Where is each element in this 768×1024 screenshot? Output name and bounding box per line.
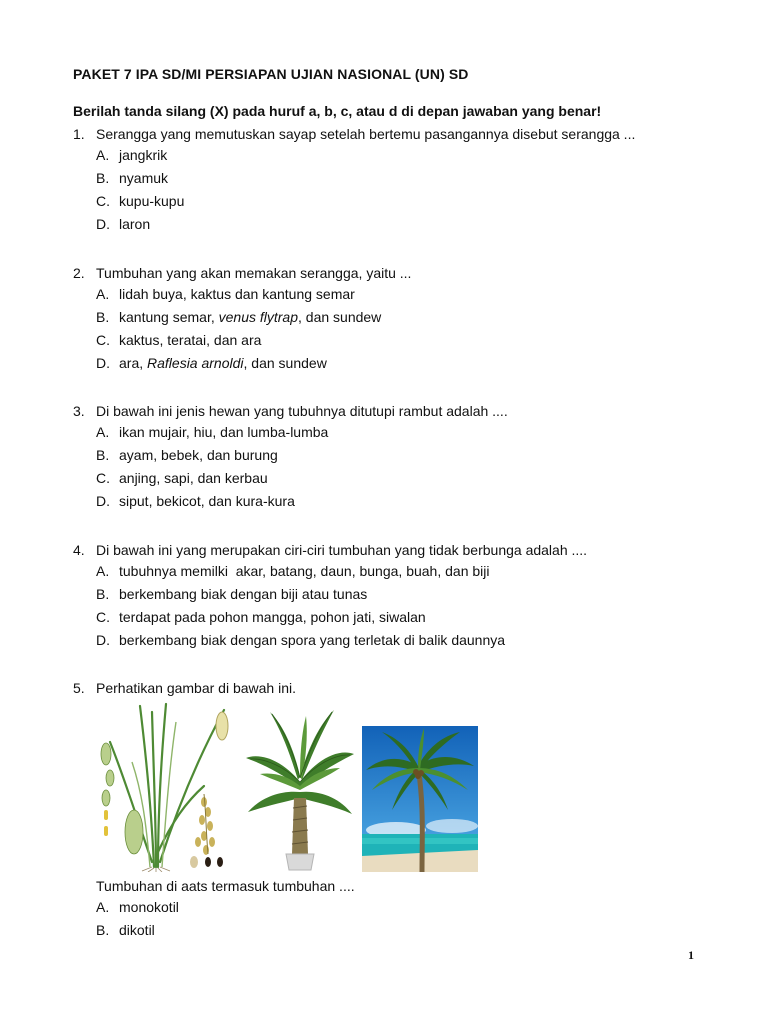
- option-text-post: , dan sundew: [243, 355, 327, 371]
- question-3: [73, 401, 733, 513]
- option-text: nyamuk: [119, 170, 169, 186]
- option-text: [119, 352, 327, 375]
- question-5-followup: [73, 876, 733, 942]
- option-letter: D.: [96, 632, 110, 648]
- page-title: PAKET 7 IPA SD/MI PERSIAPAN UJIAN NASIONAL (UN) SD: [73, 66, 469, 82]
- option-text-post: , dan sundew: [298, 309, 382, 325]
- option-c[interactable]: [73, 190, 733, 213]
- question-1: [73, 124, 733, 236]
- question-number: 1.: [73, 126, 85, 142]
- question-5: [73, 678, 733, 698]
- option-letter: C.: [96, 193, 110, 209]
- coconut-palm-photo-icon: [362, 726, 478, 872]
- option-text: kupu-kupu: [119, 193, 185, 209]
- option-text: siput, bekicot, dan kura-kura: [119, 493, 295, 509]
- question-number: 2.: [73, 265, 85, 281]
- option-text: berkembang biak dengan biji atau tunas: [119, 586, 368, 602]
- option-letter: B.: [96, 922, 110, 938]
- option-d[interactable]: [73, 629, 733, 652]
- question-5-figures: [96, 702, 496, 872]
- question-text: Tumbuhan yang akan memakan serangga, yaitu ...: [96, 265, 412, 281]
- question-number: 5.: [73, 680, 85, 696]
- question-text: Perhatikan gambar di bawah ini.: [96, 680, 297, 696]
- option-text-pre: ara,: [119, 355, 148, 371]
- option-letter: D.: [96, 493, 110, 509]
- option-c[interactable]: [73, 467, 733, 490]
- question-number: 4.: [73, 542, 85, 558]
- option-letter: B.: [96, 586, 110, 602]
- option-d[interactable]: [73, 490, 733, 513]
- option-text: tubuhnya memilki akar, batang, daun, bunga, buah, dan biji: [119, 563, 490, 579]
- option-a[interactable]: [73, 560, 733, 583]
- question-2: [73, 263, 733, 375]
- option-a[interactable]: [73, 283, 733, 306]
- option-letter: D.: [96, 355, 110, 371]
- instruction-text: Berilah tanda silang (X) pada huruf a, b, c, atau d di depan jawaban yang benar!: [73, 103, 602, 119]
- rice-plant-illustration-icon: [96, 702, 234, 872]
- option-letter: C.: [96, 332, 110, 348]
- option-c[interactable]: [73, 329, 733, 352]
- banana-plant-photo-icon: [244, 702, 356, 872]
- option-d[interactable]: [73, 213, 733, 236]
- option-text: terdapat pada pohon mangga, pohon jati, siwalan: [119, 609, 426, 625]
- option-letter: A.: [96, 147, 110, 163]
- question-4: [73, 540, 733, 652]
- option-b[interactable]: [73, 306, 733, 329]
- option-letter: D.: [96, 216, 110, 232]
- option-letter: C.: [96, 609, 110, 625]
- option-text: [119, 306, 381, 329]
- option-b[interactable]: [73, 444, 733, 467]
- question-text: Di bawah ini yang merupakan ciri-ciri tumbuhan yang tidak berbunga adalah ....: [96, 542, 588, 558]
- option-text-italic: venus flytrap: [218, 309, 298, 325]
- option-a[interactable]: [73, 144, 733, 167]
- option-text-italic: Raflesia arnoldi: [147, 355, 244, 371]
- option-a[interactable]: [73, 896, 733, 919]
- option-letter: A.: [96, 424, 110, 440]
- option-text: lidah buya, kaktus dan kantung semar: [119, 286, 355, 302]
- option-text: ayam, bebek, dan burung: [119, 447, 278, 463]
- option-b[interactable]: [73, 167, 733, 190]
- option-letter: A.: [96, 899, 110, 915]
- question-text: Di bawah ini jenis hewan yang tubuhnya ditutupi rambut adalah ....: [96, 403, 508, 419]
- option-letter: C.: [96, 470, 110, 486]
- question-text: Serangga yang memutuskan sayap setelah bertemu pasangannya disebut serangga ...: [96, 126, 636, 142]
- option-letter: B.: [96, 447, 110, 463]
- option-letter: A.: [96, 563, 110, 579]
- option-d[interactable]: [73, 352, 733, 375]
- option-text: monokotil: [119, 899, 179, 915]
- option-text-pre: kantung semar,: [119, 309, 219, 325]
- option-letter: B.: [96, 170, 110, 186]
- option-b[interactable]: [73, 583, 733, 606]
- option-text: anjing, sapi, dan kerbau: [119, 470, 268, 486]
- option-text: ikan mujair, hiu, dan lumba-lumba: [119, 424, 329, 440]
- option-b[interactable]: [73, 919, 733, 942]
- option-letter: A.: [96, 286, 110, 302]
- option-text: jangkrik: [119, 147, 168, 163]
- question-followup-text: Tumbuhan di aats termasuk tumbuhan ....: [96, 878, 355, 894]
- option-letter: B.: [96, 309, 110, 325]
- option-c[interactable]: [73, 606, 733, 629]
- option-text: kaktus, teratai, dan ara: [119, 332, 262, 348]
- option-text: berkembang biak dengan spora yang terletak di balik daunnya: [119, 632, 506, 648]
- option-text: laron: [119, 216, 151, 232]
- page-number: 1: [688, 948, 694, 962]
- question-number: 3.: [73, 403, 85, 419]
- option-text: dikotil: [119, 922, 155, 938]
- option-a[interactable]: [73, 421, 733, 444]
